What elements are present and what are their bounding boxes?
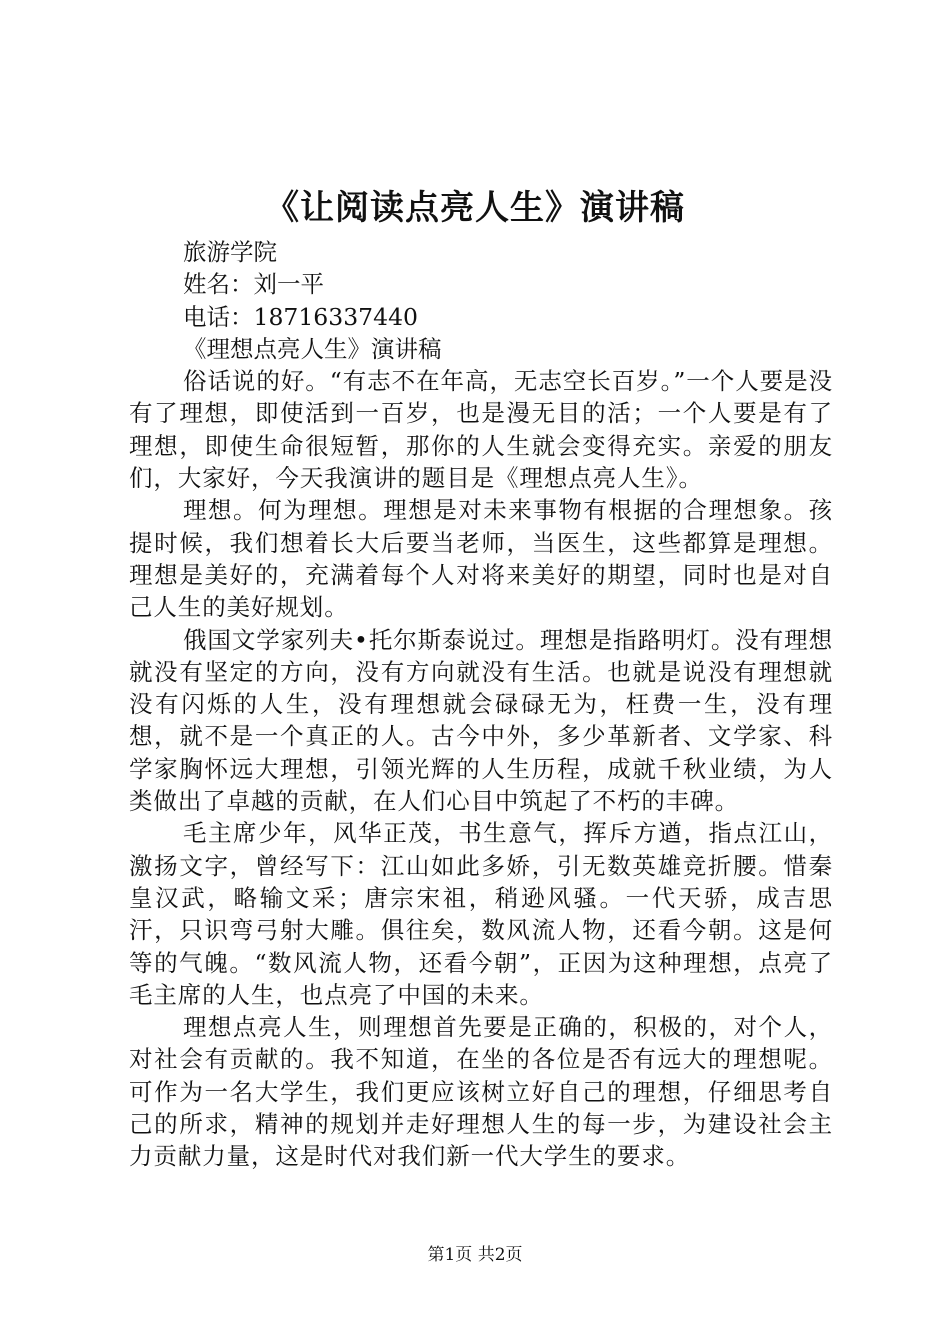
paragraph: 俄国文学家列夫•托尔斯泰说过。理想是指路明灯。没有理想就没有坚定的方向，没有方向就没有生活。也就是说没有理想就没有闪烁的人生，没有理想就会碌碌无为，枉费一生，没有理想，就不是一个真正的人。古今中外，多少革新者、文学家、科学家胸怀远大理想，引领光辉的人生历程，成就千秋业绩，为人类做出了卓越的贡献，在人们心目中筑起了不朽的丰碑。 (129, 625, 833, 816)
document-body (129, 236, 833, 1173)
page-footer: 第1页 共2页 (427, 1245, 523, 1265)
phone-line: 电话：18716337440 (183, 302, 418, 331)
school-line: 旅游学院 (183, 238, 277, 266)
speech-title-line: 《理想点亮人生》演讲稿 (183, 334, 442, 363)
paragraph: 毛主席少年，风华正茂，书生意气，挥斥方遒，指点江山，激扬文字，曾经写下：江山如此多娇，引无数英雄竞折腰。惜秦皇汉武，略输文采；唐宗宋祖，稍逊风骚。一代天骄，成吉思汗，只识弯弓射大雕。俱往矣，数风流人物，还看今朝。这是何等的气魄。“数风流人物，还看今朝”，正因为这种理想，点亮了毛主席的人生，也点亮了中国的未来。 (129, 819, 833, 1009)
paragraph: 俗话说的好。“有志不在年高，无志空长百岁。”一个人要是没有了理想，即使活到一百岁，也是漫无目的活；一个人要是有了理想，即使生命很短暂，那你的人生就会变得充实。亲爱的朋友们，大家好，今天我演讲的题目是《理想点亮人生》。 (129, 367, 833, 493)
name-line: 姓名：刘一平 (183, 270, 324, 299)
document-title: 《让阅读点亮人生》演讲稿 (265, 188, 685, 228)
paragraph: 理想。何为理想。理想是对未来事物有根据的合理想象。孩提时候，我们想着长大后要当老师，当医生，这些都算是理想。理想是美好的，充满着每个人对将来美好的期望，同时也是对自己人生的美好规划。 (129, 496, 833, 622)
paragraph: 理想点亮人生，则理想首先要是正确的，积极的，对个人，对社会有贡献的。我不知道，在坐的各位是否有远大的理想呢。可作为一名大学生，我们更应该树立好自己的理想，仔细思考自己的所求，精神的规划并走好理想人生的每一步，为建设社会主力贡献力量，这是时代对我们新一代大学生的要求。 (129, 1013, 833, 1171)
